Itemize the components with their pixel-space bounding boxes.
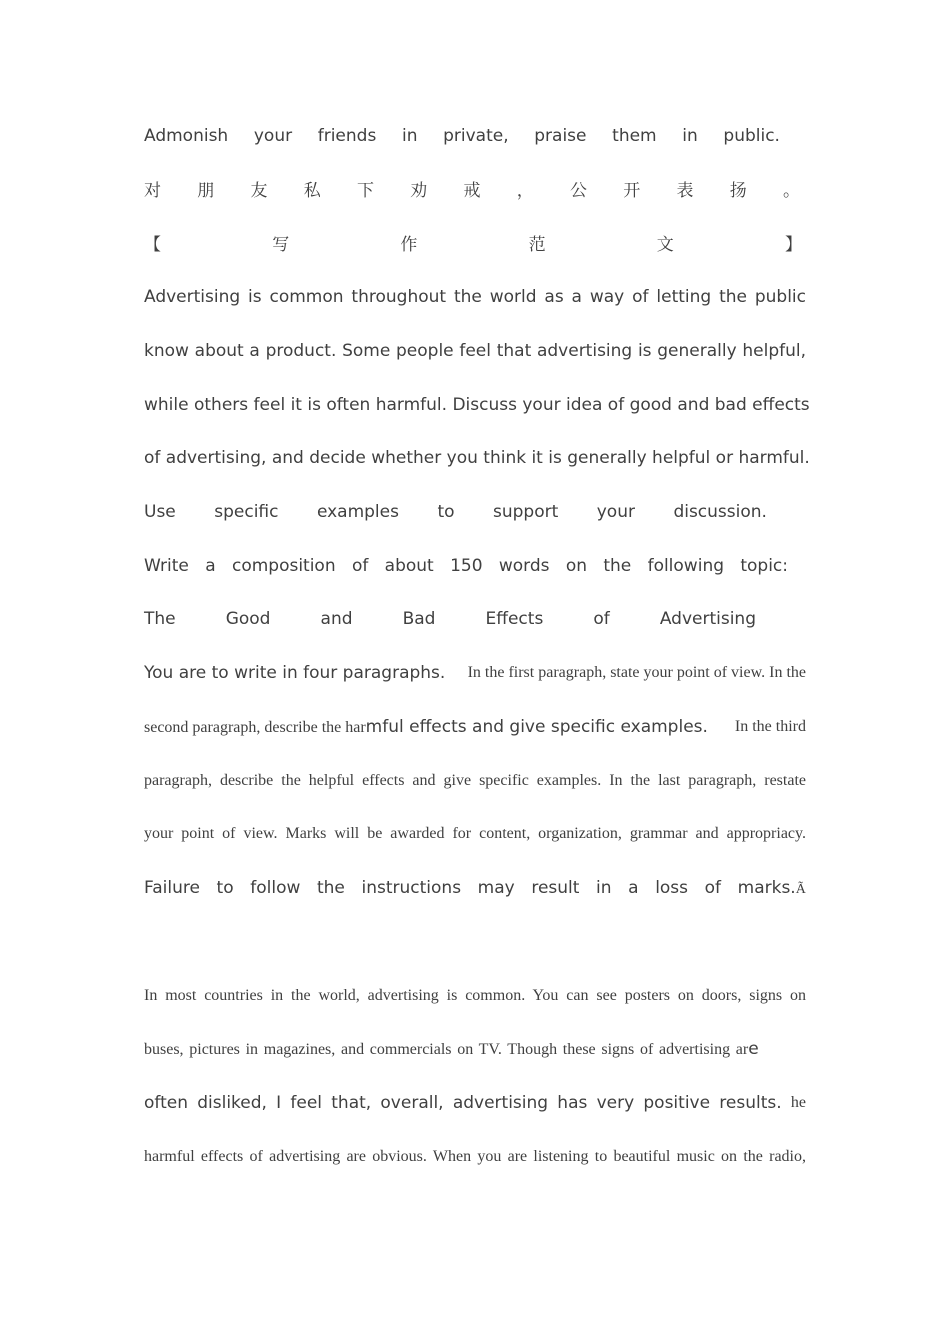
word: the: [316, 878, 345, 898]
essay-text: buses, pictures in magazines, and commercials on TV. Though these signs of advertising ar: [144, 1041, 749, 1058]
instruction-text: In the first paragraph, state your point of view. In the: [467, 664, 806, 681]
essay-line: [144, 1088, 806, 1118]
prompt-line: know about a product. Some people feel that advertising is generally helpful,: [144, 341, 806, 361]
char: 戒: [463, 181, 481, 201]
word: in: [682, 126, 698, 146]
heading-char: 】: [784, 235, 802, 255]
word: Admonish: [144, 126, 229, 146]
word: friends: [317, 126, 377, 146]
proverb-chinese: [144, 176, 800, 206]
word: specific: [214, 502, 279, 522]
word: I: [276, 1093, 282, 1113]
word: the: [603, 556, 632, 576]
prompt-line: Advertising is common throughout the world as a way of letting the public: [144, 287, 806, 307]
word: praise: [534, 126, 587, 146]
char: 朋: [197, 181, 215, 201]
heading-char: 写: [272, 235, 290, 255]
heading-char: 作: [400, 235, 418, 255]
word: overall,: [380, 1093, 444, 1113]
essay-line: [144, 1034, 806, 1064]
word: in: [596, 878, 612, 898]
section-heading: [144, 230, 802, 260]
word: a: [628, 878, 639, 898]
word: marks.: [737, 878, 796, 898]
word: may: [477, 878, 515, 898]
essay-line: In most countries in the world, advertising is common. You can see posters on doors, signs on: [144, 987, 806, 1004]
word: that,: [331, 1093, 372, 1113]
heading-char: 范: [528, 235, 546, 255]
word: Effects: [485, 609, 544, 629]
prompt-line: of advertising, and decide whether you think it is generally helpful or harmful.: [144, 448, 810, 468]
char: 劝: [410, 181, 428, 201]
word: support: [492, 502, 559, 522]
char: 扬: [729, 181, 747, 201]
word: feel: [290, 1093, 323, 1113]
word: discussion.: [673, 502, 767, 522]
char: 表: [676, 181, 694, 201]
word: Good: [225, 609, 271, 629]
word: topic:: [740, 556, 788, 576]
word: Bad: [402, 609, 436, 629]
instruction-text: You are to write in four paragraphs.: [144, 663, 446, 683]
word: words: [498, 556, 550, 576]
word: very: [596, 1093, 635, 1113]
char: 公: [570, 181, 587, 201]
word: has: [557, 1093, 588, 1113]
word: results.: [719, 1093, 782, 1113]
word: of: [704, 878, 722, 898]
word: to: [216, 878, 234, 898]
word: them: [612, 126, 657, 146]
char: 私: [303, 181, 321, 201]
word: 150: [450, 556, 483, 576]
instructions-line: [144, 712, 806, 742]
instructions-line: [144, 873, 806, 903]
word: your: [596, 502, 635, 522]
prompt-line: while others feel it is often harmful. Discuss your idea of good and bad effects: [144, 395, 810, 415]
word: on: [565, 556, 588, 576]
word: Failure: [144, 878, 200, 898]
essay-line: harmful effects of advertising are obvious. When you are listening to beautiful music on the radio,: [144, 1148, 806, 1165]
essay-text: e: [748, 1039, 759, 1059]
word: instructions: [361, 878, 462, 898]
char: 对: [144, 181, 161, 201]
word: loss: [655, 878, 689, 898]
topic-title: [144, 604, 756, 634]
word: The: [144, 609, 176, 629]
word: he: [790, 1094, 806, 1111]
word: Write: [144, 556, 189, 576]
word: private,: [443, 126, 509, 146]
instructions-line: your point of view. Marks will be awarded for content, organization, grammar and appropriacy.: [144, 825, 806, 842]
instructions-line: paragraph, describe the helpful effects and give specific examples. In the last paragraph, restate: [144, 772, 806, 789]
heading-char: 文: [656, 235, 674, 255]
word: and: [320, 609, 353, 629]
word: about: [384, 556, 434, 576]
word: disliked,: [197, 1093, 267, 1113]
word: a: [205, 556, 216, 576]
word: follow: [250, 878, 301, 898]
instructions-line: [144, 658, 806, 688]
word: of: [351, 556, 369, 576]
char: 下: [357, 181, 374, 201]
instruction-text: second paragraph, describe the har: [144, 719, 366, 736]
char: 。: [783, 181, 800, 201]
word: composition: [231, 556, 336, 576]
word: advertising: [452, 1093, 549, 1113]
word: examples: [316, 502, 399, 522]
prompt-line: [144, 551, 788, 581]
word: in: [401, 126, 418, 146]
prompt-line: [144, 497, 767, 527]
instruction-text: In the third: [734, 718, 806, 735]
word: positive: [643, 1093, 711, 1113]
word: to: [437, 502, 455, 522]
char: 开: [623, 181, 641, 201]
proverb-english: [144, 121, 780, 151]
heading-char: 【: [144, 235, 161, 255]
stray-mark: Ã: [795, 882, 806, 897]
char: ，: [516, 181, 534, 201]
word: following: [647, 556, 725, 576]
word: your: [253, 126, 293, 146]
word: result: [531, 878, 580, 898]
word: Advertising: [659, 609, 756, 629]
word: Use: [144, 502, 176, 522]
char: 友: [250, 181, 268, 201]
word: often: [144, 1093, 188, 1113]
word: public.: [723, 126, 780, 146]
instruction-text: mful effects and give specific examples.: [365, 717, 708, 737]
word: of: [593, 609, 610, 629]
